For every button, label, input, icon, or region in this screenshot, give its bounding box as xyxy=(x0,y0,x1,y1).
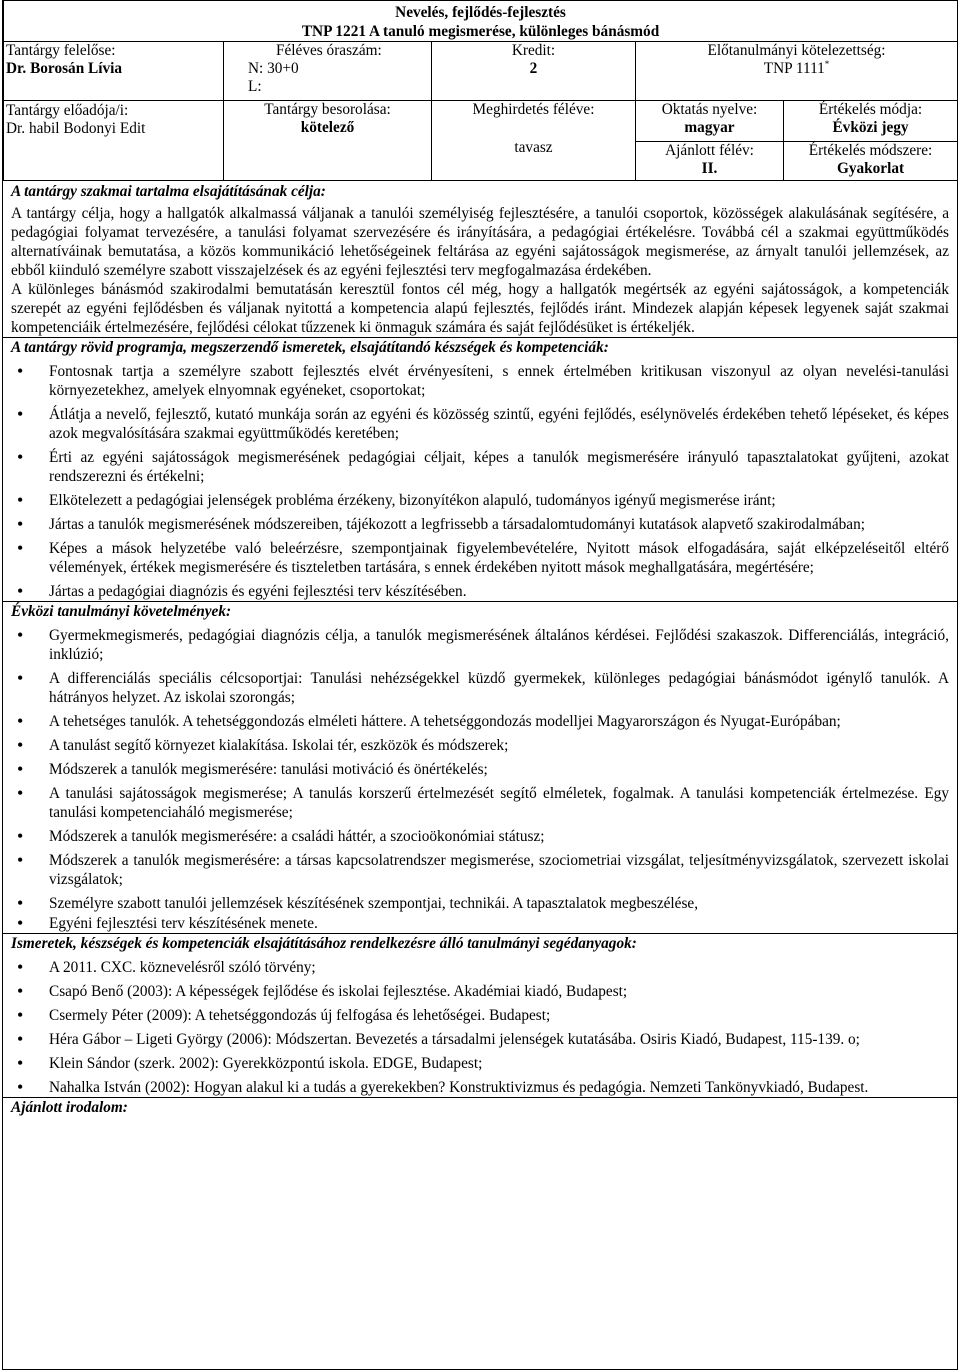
segedanyagok-section xyxy=(3,933,957,1097)
elotanulmany-cell xyxy=(636,42,958,101)
course-datasheet xyxy=(2,0,958,1370)
list-item: • Jártas a pedagógiai diagnózis és egyéni fejlesztési terv készítésében. xyxy=(49,582,949,601)
eloado-cell xyxy=(4,101,224,181)
list-item: • Módszerek a tanulók megismerésére: a családi háttér, a szocioökonómiai státusz; xyxy=(49,827,949,846)
meghirdetes-cell xyxy=(432,101,636,181)
elotanulmany-value: TNP 1111 xyxy=(763,60,825,77)
program-section xyxy=(3,337,957,601)
segedanyagok-heading: Ismeretek, készségek és kompetenciák elsajátításához rendelkezésre álló tanulmányi segédanyagok: xyxy=(11,935,637,952)
besorolas-cell xyxy=(224,101,432,181)
list-item: • Érti az egyéni sajátosságok megismerésének pedagógiai céljait, képes a tanulók megismerésére irányuló tapasztalatokat gyűjteni, azokat rendszerezni és értékelni; xyxy=(49,448,949,486)
besorolas-value: kötelező xyxy=(300,119,355,136)
ertekeles-modszere-value: Gyakorlat xyxy=(836,160,905,177)
kredit-cell xyxy=(432,42,636,101)
list-item: • Jártas a tanulók megismerésének módszereiben, tájékozott a legfrissebb a társadalomtudományi kutatások alapvető szakirodalmában; xyxy=(49,515,949,534)
list-item: • Átlátja a nevelő, fejlesztő, kutató munkája során az egyéni és közösség szintű, egyéni fejlődés, esélynövelés érdekében tehető lépéseket, és képes azok megvalósítására szakmai együttműködés keretében; xyxy=(49,405,949,443)
list-item: • Elkötelezett a pedagógiai jelenségek probléma érzékeny, bizonyítékon alapuló, tudományos igényű megismerése iránt; xyxy=(49,491,949,510)
ertekeles-modszere-cell xyxy=(784,142,958,181)
list-item: • Képes a mások helyzetébe való beleérzésre, szempontjainak figyelembevételére, Nyitott mások elfogadására, saját elképzeléseitől eltérő vélemények, értékek megismerésére és tiszteletben tartására, s ennek érdekében nyitott mások meghallgatására, megértésére; xyxy=(49,539,949,577)
ajanlott-irodalom-section xyxy=(3,1097,957,1117)
course-header-table xyxy=(3,1,958,181)
cel-heading: A tantárgy szakmai tartalma elsajátításának célja: xyxy=(11,183,326,200)
list-item: • Klein Sándor (szerk. 2002): Gyerekközpontú iskola. EDGE, Budapest; xyxy=(49,1054,949,1073)
cel-paragraph-1: A tantárgy célja, hogy a hallgatók alkalmassá váljanak a tanulói személyiség fejlesztésére, a tanulói csoportok, közösségek alakulásának segítésére, a pedagógiai folyamat tervezésére, a tanulási folyamat szervezésére és irányítására, a pedagógiai értékelésre. Továbbá cél a szakmai együttműködés alternatíváinak bemutatása, a közös kommunikáció lehetőségeinek feltárása az egyéni sajátosságok megismerése, az árnyalt tanulói jellemzések, az ebből kiinduló személyre szabott visszajelzések és az egyéni fejlesztési terv megfogalmazása érdekében. xyxy=(11,205,949,279)
course-title xyxy=(4,1,958,42)
ertekeles-modja-label: Értékelés módja: xyxy=(818,101,923,118)
list-item: • Módszerek a tanulók megismerésére: tanulási motiváció és önértékelés; xyxy=(49,760,949,779)
list-item: • Héra Gábor – Ligeti György (2006): Módszertan. Bevezetés a társadalmi jelenségek kutatásába. Osiris Kiadó, Budapest, 115-139. o; xyxy=(49,1030,949,1049)
ertekeles-modja-cell xyxy=(784,101,958,142)
ajanlott-felev-label: Ajánlott félév: xyxy=(665,142,754,159)
segedanyagok-list xyxy=(3,958,957,1097)
list-item: • Csapó Benő (2003): A képességek fejlődése és iskolai fejlesztése. Akadémiai kiadó, Budapest; xyxy=(49,982,949,1001)
list-item: • A tehetséges tanulók. A tehetséggondozás elméleti háttere. A tehetséggondozás modelljei Magyarországon és Nyugat-Európában; xyxy=(49,712,949,731)
kredit-label: Kredit: xyxy=(511,42,556,59)
eloado-label: Tantárgy előadója/i: xyxy=(6,102,129,119)
ajanlott-felev-cell xyxy=(636,142,784,181)
ajanlott-felev-value: II. xyxy=(701,160,718,177)
program-heading: A tantárgy rövid programja, megszerzendő ismeretek, elsajátítandó készségek és kompetenciák: xyxy=(11,339,609,356)
list-item: • Gyermekmegismerés, pedagógiai diagnózis célja, a tanulók megismerésének általános kérdései. Fejlődési szakaszok. Differenciálás, integráció, inklúzió; xyxy=(49,626,949,664)
course-title-line2: TNP 1221 A tanuló megismerése, különleges bánásmód xyxy=(301,23,660,40)
list-item: • Nahalka István (2002): Hogyan alakul ki a tudás a gyerekekben? Konstruktivizmus és pedagógia. Nemzeti Tankönyvkiadó, Budapest. xyxy=(49,1078,949,1097)
list-item: • A tanulást segítő környezet kialakítása. Iskolai tér, eszközök és módszerek; xyxy=(49,736,949,755)
cel-paragraph-2: A különleges bánásmód szakirodalmi bemutatásán keresztül fontos cél még, hogy a hallgatók megértsék az egyéni sajátosságok, a kompetenciák szerepét az egyéni fejlődésben és váljanak nyitottá a kompetencia alapú fejlesztés, fejlődés iránt. Mindezek alapján képesek legyenek saját szakmai kompetenciáik értelmezésére, fejlődési célokat tűzzenek ki önmaguk számára és saját fejlődésüket is értékeljék. xyxy=(11,281,949,336)
kredit-value: 2 xyxy=(529,60,538,77)
ertekeles-modja-value: Évközi jegy xyxy=(832,119,909,136)
oraszam-label: Féléves óraszám: xyxy=(276,42,382,59)
felelos-cell xyxy=(4,42,224,101)
list-item: • Csermely Péter (2009): A tehetséggondozás új felfogása és lehetőségei. Budapest; xyxy=(49,1006,949,1025)
nyelv-label: Oktatás nyelve: xyxy=(661,101,758,118)
list-item: • A tanulási sajátosságok megismerése; A tanulás korszerű értelmezését segítő elméletek, fogalmak. A tanulási kompetenciák értelmezése. Egy tanulási kompetenciaháló megismerése; xyxy=(49,784,949,822)
kovetelmenyek-heading: Évközi tanulmányi követelmények: xyxy=(11,603,232,620)
nyelv-cell xyxy=(636,101,784,142)
oraszam-l: L: xyxy=(248,78,262,95)
kovetelmenyek-list xyxy=(3,626,957,933)
elotanulmany-footnote-mark: * xyxy=(824,58,830,69)
nyelv-value: magyar xyxy=(684,119,735,136)
ajanlott-irodalom-heading: Ajánlott irodalom: xyxy=(11,1099,128,1116)
eloado-value: Dr. habil Bodonyi Edit xyxy=(6,120,146,137)
list-item: • Személyre szabott tanulói jellemzések készítésének szempontjai, technikái. A tapasztalatok megbeszélése, xyxy=(49,894,949,913)
besorolas-label: Tantárgy besorolása: xyxy=(264,101,391,118)
program-list xyxy=(3,362,957,601)
felelos-label: Tantárgy felelőse: xyxy=(6,42,116,59)
cel-section xyxy=(3,181,957,337)
meghirdetes-label: Meghirdetés féléve: xyxy=(472,101,595,118)
kovetelmenyek-section xyxy=(3,601,957,933)
oraszam-cell xyxy=(224,42,432,101)
list-item: • A 2011. CXC. köznevelésről szóló törvény; xyxy=(49,958,949,977)
list-item: • A differenciálás speciális célcsoportjai: Tanulási nehézségekkel küzdő gyermekek, különleges pedagógiai bánásmódot igénylő tanulók. A hátrányos helyzet. Az iskolai szorongás; xyxy=(49,669,949,707)
felelos-value: Dr. Borosán Lívia xyxy=(6,60,123,77)
list-item: • Fontosnak tartja a személyre szabott fejlesztés elvét érvényesíteni, s ennek értelmében kritikusan viszonyul az olyan nevelési-tanulási környezetekhez, amelyek elnyomnak egyéneket, csoportokat; xyxy=(49,362,949,400)
meghirdetes-value: tavasz xyxy=(514,139,553,156)
list-item: • Egyéni fejlesztési terv készítésének menete. xyxy=(49,914,949,933)
course-title-line1: Nevelés, fejlődés-fejlesztés xyxy=(395,4,566,21)
list-item: • Módszerek a tanulók megismerésére: a társas kapcsolatrendszer megismerése, szociometriai vizsgálat, teljesítményvizsgálatok, szervezett iskolai vizsgálatok; xyxy=(49,851,949,889)
oraszam-n: N: 30+0 xyxy=(248,60,299,77)
elotanulmany-label: Előtanulmányi kötelezettség: xyxy=(707,42,886,59)
ertekeles-modszere-label: Értékelés módszere: xyxy=(808,142,933,159)
